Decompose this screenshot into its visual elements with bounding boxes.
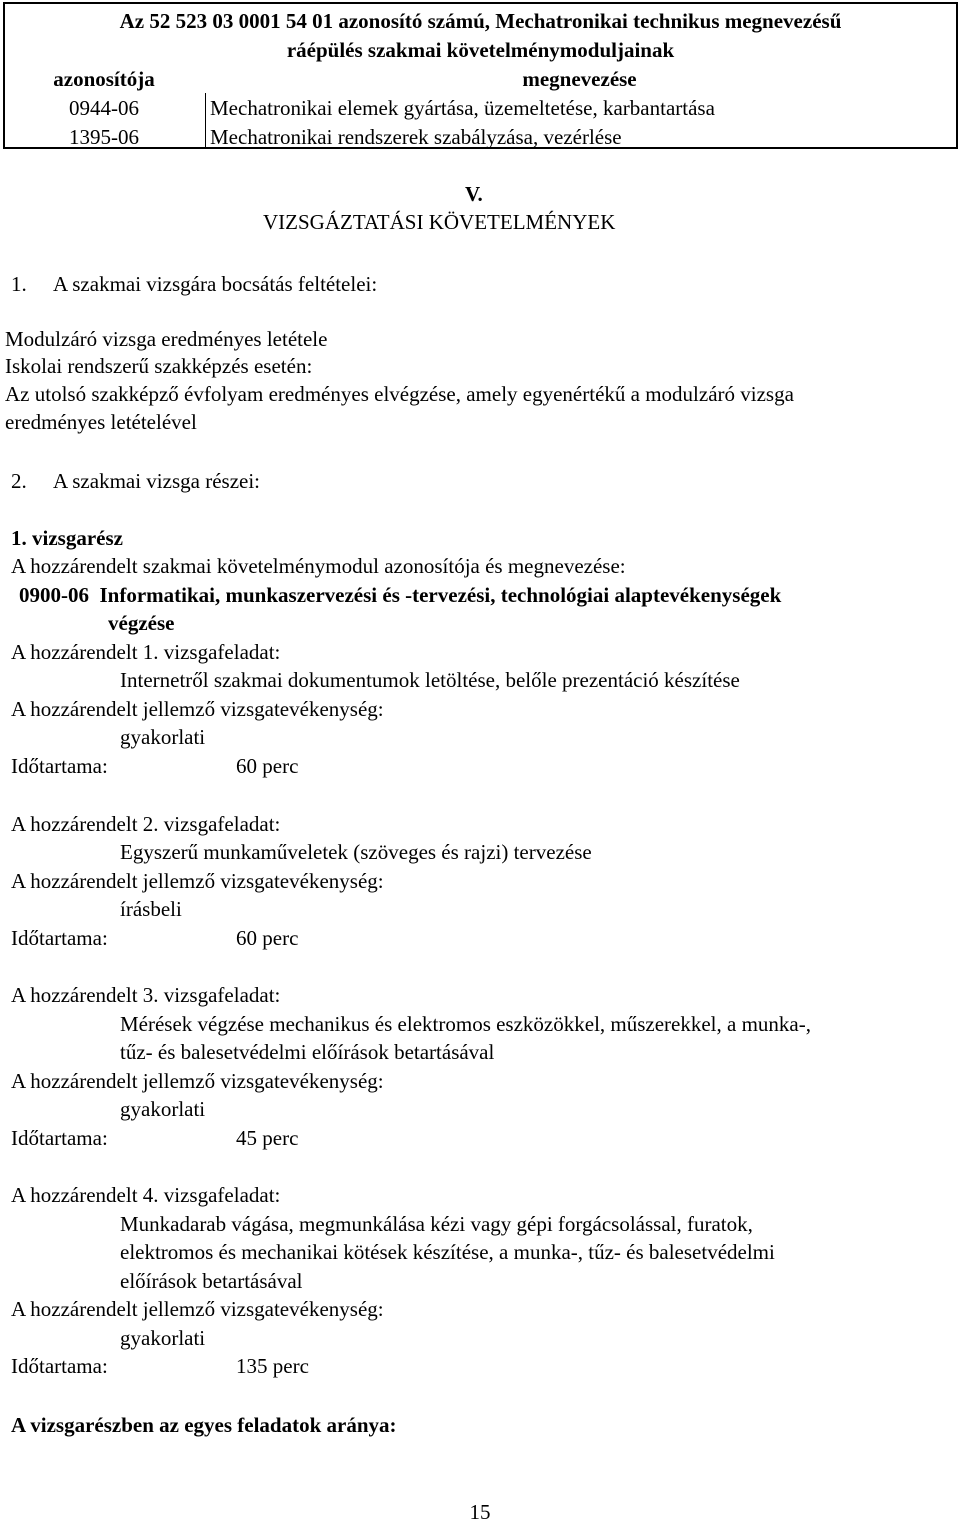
table-title-line-2: ráépülés szakmai követelménymoduljainak [286,38,675,62]
module-id: 0944-06 [69,96,139,120]
task-label: A hozzárendelt 1. vizsgafeladat: [11,640,281,664]
activity-label: A hozzárendelt jellemző vizsgatevékenység: [11,869,384,893]
activity-type: gyakorlati [120,725,206,749]
activity-label: A hozzárendelt jellemző vizsgatevékenység: [11,1069,384,1093]
section-1-line: Az utolsó szakképző évfolyam eredményes elvégzése, amely egyenértékű a modulzáró vizsga [5,382,794,406]
task-description: előírások betartásával [120,1269,303,1293]
task-description: Mérések végzése mechanikus és elektromos eszközökkel, műszerekkel, a munka-, [120,1012,811,1036]
activity-type: írásbeli [120,897,182,921]
module-name: Mechatronikai rendszerek szabályzása, vezérlése [210,125,622,149]
task-description: Internetről szakmai dokumentumok letöltése, belőle prezentáció készítése [120,668,740,692]
section-1-line: Iskolai rendszerű szakképzés esetén: [5,354,313,378]
section-1-line: eredményes letételével [5,410,197,434]
duration-label: Időtartama: [11,1354,108,1378]
activity-type: gyakorlati [120,1326,206,1350]
chapter-title: VIZSGÁZTATÁSI KÖVETELMÉNYEK [263,210,616,234]
table-column-divider [205,93,206,149]
section-2-heading: A szakmai vizsga részei: [53,469,261,493]
section-1-heading: A szakmai vizsgára bocsátás feltételei: [53,272,378,296]
section-1-line: Modulzáró vizsga eredményes letétele [5,327,328,351]
page-number: 15 [469,1500,491,1524]
task-description: tűz- és balesetvédelmi előírások betartásával [120,1040,495,1064]
column-header-name: megnevezése [522,67,637,91]
duration-value: 60 perc [236,926,299,950]
module-table [3,2,958,149]
task-description: Egyszerű munkaműveletek (szöveges és rajzi) tervezése [120,840,592,864]
exam-part-title: 1. vizsgarész [11,526,123,550]
activity-label: A hozzárendelt jellemző vizsgatevékenység: [11,697,384,721]
task-label: A hozzárendelt 3. vizsgafeladat: [11,983,281,1007]
duration-value: 45 perc [236,1126,299,1150]
duration-label: Időtartama: [11,926,108,950]
module-name: Mechatronikai elemek gyártása, üzemeltetése, karbantartása [210,96,715,120]
duration-label: Időtartama: [11,1126,108,1150]
duration-label: Időtartama: [11,754,108,778]
chapter-number: V. [465,182,483,206]
activity-label: A hozzárendelt jellemző vizsgatevékenység: [11,1297,384,1321]
duration-value: 135 perc [236,1354,309,1378]
column-header-id: azonosítója [53,67,155,91]
task-ratio-heading: A vizsgarészben az egyes feladatok aránya: [11,1413,397,1437]
task-label: A hozzárendelt 4. vizsgafeladat: [11,1183,281,1207]
table-title-line-1: Az 52 523 03 0001 54 01 azonosító számú, Mechatronikai technikus megnevezésű [119,9,842,33]
task-description: elektromos és mechanikai kötések készítése, a munka-, tűz- és balesetvédelmi [120,1240,775,1264]
module-line-2: végzése [108,611,175,635]
module-intro: A hozzárendelt szakmai követelménymodul azonosítója és megnevezése: [11,554,626,578]
module-id: 1395-06 [69,125,139,149]
section-1-number: 1. [11,272,27,296]
task-label: A hozzárendelt 2. vizsgafeladat: [11,812,281,836]
activity-type: gyakorlati [120,1097,206,1121]
duration-value: 60 perc [236,754,299,778]
section-2-number: 2. [11,469,27,493]
task-description: Munkadarab vágása, megmunkálása kézi vagy gépi forgácsolással, furatok, [120,1212,753,1236]
module-line-1: 0900-06 Informatikai, munkaszervezési és -tervezési, technológiai alaptevékenységek [19,583,782,607]
